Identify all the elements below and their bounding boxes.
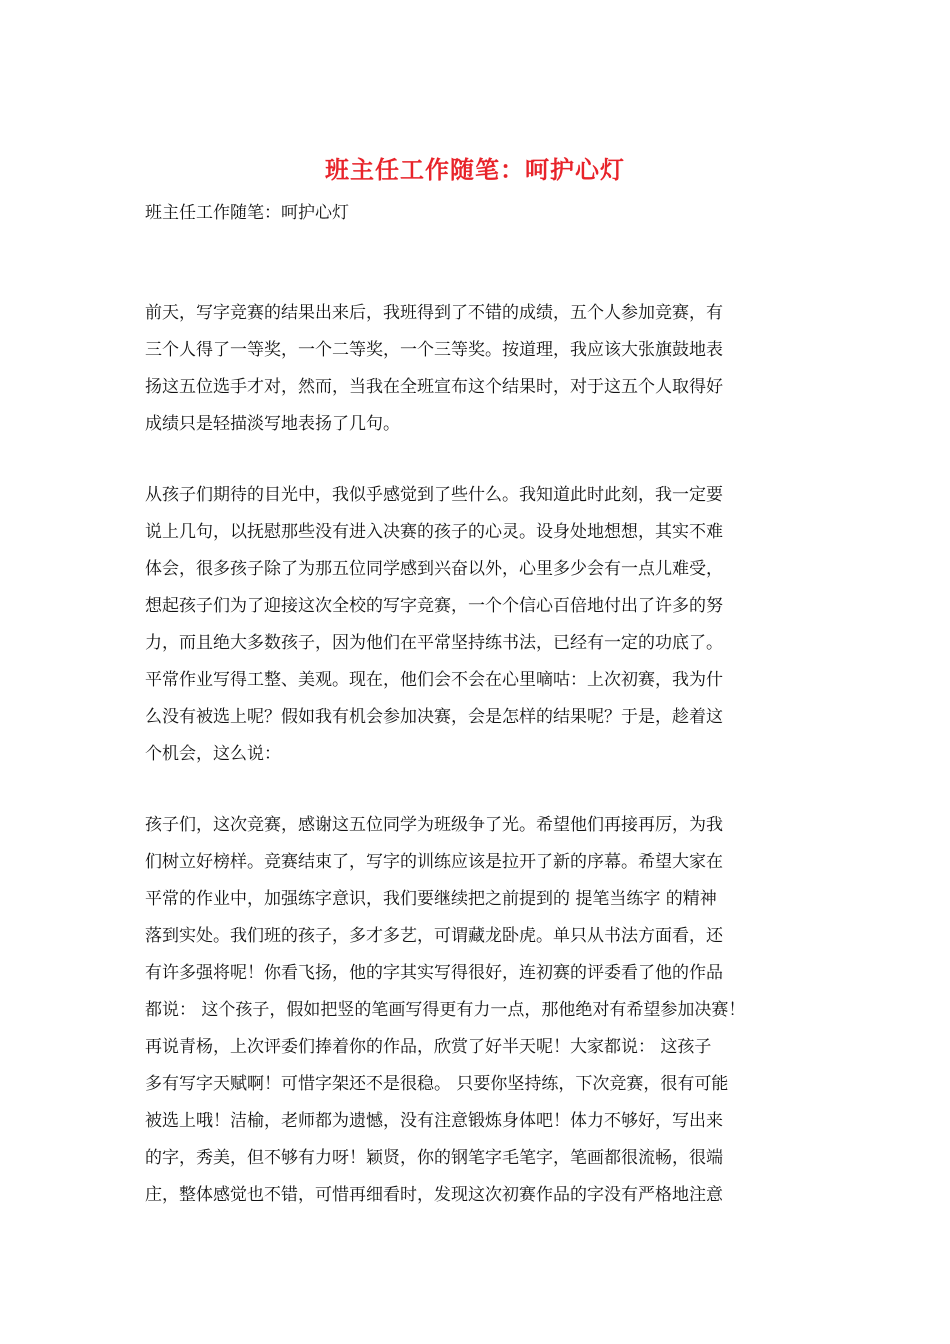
text-line: 孩子们，这次竞赛，感谢这五位同学为班级争了光。希望他们再接再厉，为我 xyxy=(145,815,723,835)
text-line: 三个人得了一等奖，一个二等奖，一个三等奖。按道理，我应该大张旗鼓地表 xyxy=(145,340,723,360)
text-line: 都说： 这个孩子，假如把竖的笔画写得更有力一点，那他绝对有希望参加决赛！ xyxy=(145,1000,746,1020)
text-line: 扬这五位选手才对，然而，当我在全班宣布这个结果时，对于这五个人取得好 xyxy=(145,377,723,397)
text-line: 么没有被选上呢？假如我有机会参加决赛，会是怎样的结果呢？于是，趁着这 xyxy=(145,707,723,727)
text-line: 落到实处。我们班的孩子，多才多艺，可谓藏龙卧虎。单只从书法方面看，还 xyxy=(145,926,723,946)
text-line: 庄，整体感觉也不错，可惜再细看时，发现这次初赛作品的字没有严格地注意 xyxy=(145,1185,723,1205)
text-line: 多有写字天赋啊！可惜字架还不是很稳。 只要你坚持练，下次竞赛，很有可能 xyxy=(145,1074,729,1094)
document-title: 班主任工作随笔：呵护心灯 xyxy=(325,155,625,184)
text-line: 说上几句，以抚慰那些没有进入决赛的孩子的心灵。设身处地想想，其实不难 xyxy=(145,522,723,542)
text-line: 成绩只是轻描淡写地表扬了几句。 xyxy=(145,414,400,434)
document-subtitle: 班主任工作随笔：呵护心灯 xyxy=(145,203,349,223)
text-line: 平常的作业中，加强练字意识，我们要继续把之前提到的 提笔当练字 的精神 xyxy=(145,889,717,909)
text-line: 的字，秀美，但不够有力呀！颖贤，你的钢笔字毛笔字，笔画都很流畅，很端 xyxy=(145,1148,723,1168)
text-line: 力，而且绝大多数孩子，因为他们在平常坚持练书法，已经有一定的功底了。 xyxy=(145,633,723,653)
text-line: 想起孩子们为了迎接这次全校的写字竞赛，一个个信心百倍地付出了许多的努 xyxy=(145,596,723,616)
text-line: 个机会，这么说： xyxy=(145,744,281,764)
text-line: 平常作业写得工整、美观。现在，他们会不会在心里嘀咕：上次初赛，我为什 xyxy=(145,670,723,690)
paragraph-3 xyxy=(145,807,835,1214)
paragraph-2 xyxy=(145,477,835,773)
text-line: 从孩子们期待的目光中，我似乎感觉到了些什么。我知道此时此刻，我一定要 xyxy=(145,485,723,505)
text-line: 前天，写字竞赛的结果出来后，我班得到了不错的成绩，五个人参加竞赛，有 xyxy=(145,303,723,323)
text-line: 再说青杨，上次评委们捧着你的作品，欣赏了好半天呢！大家都说： 这孩子 xyxy=(145,1037,712,1057)
text-line: 被选上哦！洁榆，老师都为遗憾，没有注意锻炼身体吧！体力不够好，写出来 xyxy=(145,1111,723,1131)
text-line: 有许多强将呢！你看飞扬，他的字其实写得很好，连初赛的评委看了他的作品 xyxy=(145,963,723,983)
text-line: 们树立好榜样。竞赛结束了，写字的训练应该是拉开了新的序幕。希望大家在 xyxy=(145,852,723,872)
text-line: 体会，很多孩子除了为那五位同学感到兴奋以外，心里多少会有一点儿难受， xyxy=(145,559,723,579)
paragraph-1 xyxy=(145,295,835,443)
